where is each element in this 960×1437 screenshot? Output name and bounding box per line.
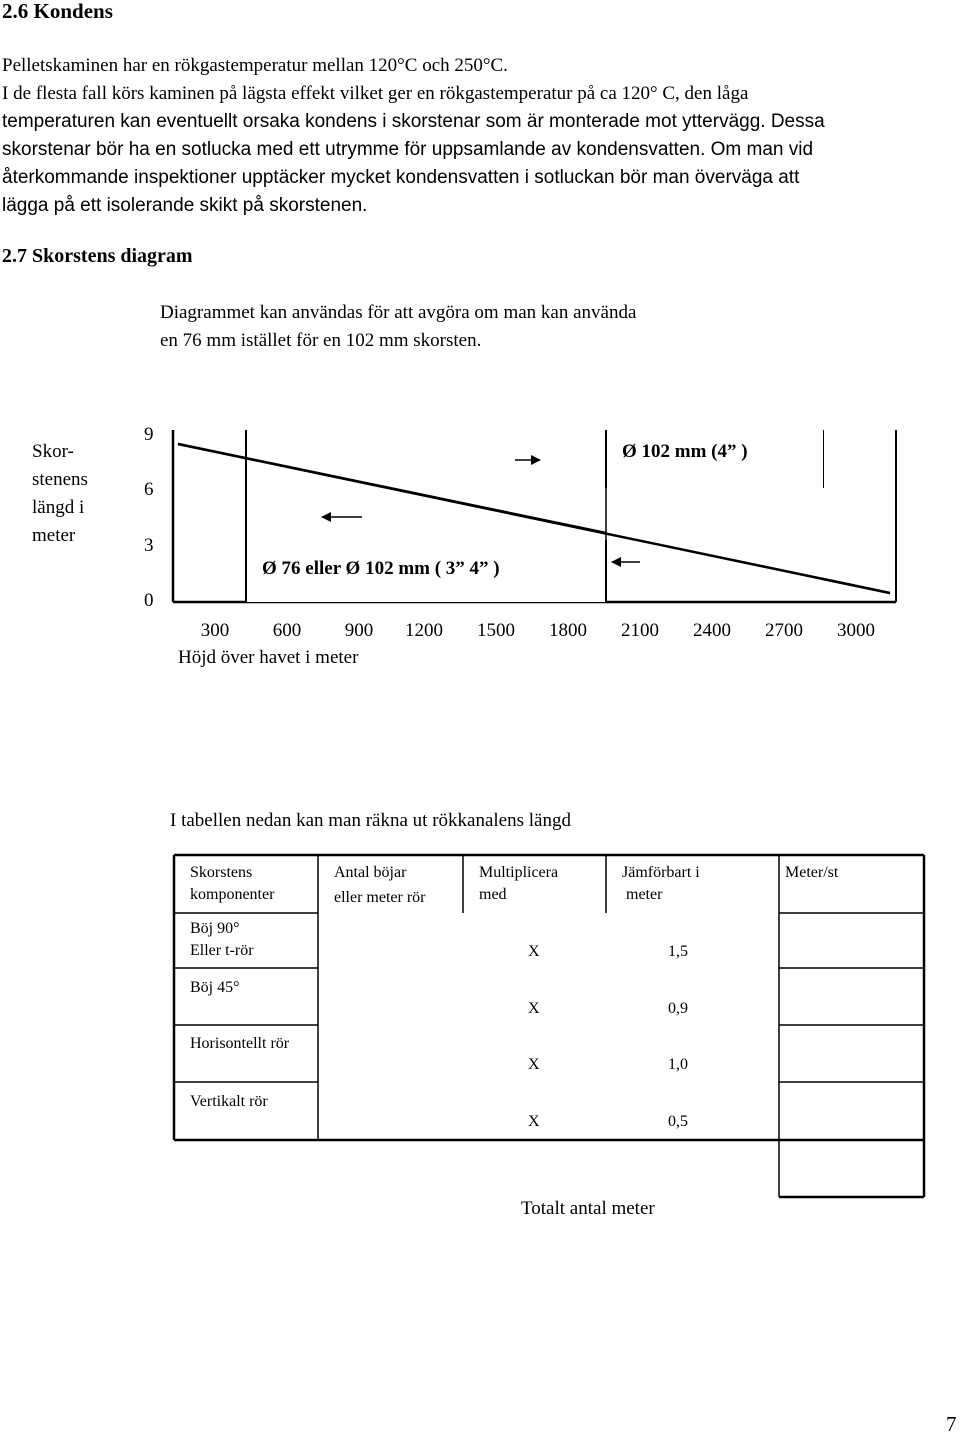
x-tick-label: 300 (200, 620, 230, 641)
header-line: komponenter (190, 886, 275, 903)
y-axis-label-line: meter (32, 525, 76, 546)
x-tick-label: 600 (272, 620, 302, 641)
header-line: med (479, 886, 507, 903)
paragraph-line: lägga på ett isolerande skikt på skorstenen. (2, 195, 368, 216)
row-label-bend-45 (190, 977, 240, 999)
row-label-line: Horisontellt rör (190, 1035, 290, 1052)
label-76mm: Ø 76 eller Ø 102 mm ( 3” 4” ) (262, 558, 500, 579)
multiply-sign: X (528, 1113, 540, 1130)
header-meter-per-piece (785, 862, 838, 884)
x-tick-label: 2700 (765, 620, 803, 641)
factor-value: 0,5 (668, 1113, 688, 1130)
description-line: en 76 mm istället för en 102 mm skorsten. (160, 330, 482, 351)
factor-value: 0,9 (668, 1000, 688, 1017)
header-components (190, 862, 274, 906)
header-line: Skorstens (190, 864, 253, 881)
paragraph-line: I de flesta fall körs kaminen på lägsta effekt vilket ger en rökgastemperatur på ca 120° C, den låga (2, 83, 749, 104)
label-102mm: Ø 102 mm (4” ) (622, 441, 748, 462)
x-tick-label: 3000 (837, 620, 875, 641)
y-axis-label-line: Skor- (32, 441, 74, 462)
x-tick-label: 1200 (405, 620, 443, 641)
header-equivalent (622, 862, 700, 906)
factor-value: 1,5 (668, 943, 688, 960)
row-label-line: Vertikalt rör (190, 1093, 268, 1110)
section-heading-diagram: 2.7 Skorstens diagram (2, 245, 193, 267)
header-line: meter (626, 886, 663, 903)
header-line: Meter/st (785, 864, 839, 881)
x-tick-label: 1500 (477, 620, 515, 641)
paragraph-line: skorstenar bör ha en sotlucka med ett utrymme för uppsamlande av kondensvatten. Om man vid (2, 139, 814, 160)
row-label-bend-90 (190, 918, 254, 962)
x-axis-label: Höjd över havet i meter (178, 647, 359, 668)
header-line: eller meter rör (334, 889, 426, 906)
header-line: Jämförbart i (622, 864, 700, 881)
total-meters-label: Totalt antal meter (521, 1198, 655, 1219)
y-tick-label: 9 (144, 424, 154, 445)
row-label-vertical (190, 1091, 268, 1113)
paragraph-line: temperaturen kan eventuellt orsaka kondens i skorstenar som är monterade mot yttervägg. Dessa (2, 111, 825, 132)
x-tick-label: 2400 (693, 620, 731, 641)
factor-value: 1,0 (668, 1056, 688, 1073)
paragraph-line: Pelletskaminen har en rökgastemperatur mellan 120°C och 250°C. (2, 55, 508, 76)
y-axis-label-line: stenens (32, 469, 88, 490)
header-count (334, 862, 426, 909)
multiply-sign: X (528, 1000, 540, 1017)
row-label-line: Eller t-rör (190, 942, 254, 959)
multiply-sign: X (528, 1056, 540, 1073)
table-intro: I tabellen nedan kan man räkna ut rökkanalens längd (170, 810, 571, 831)
row-label-line: Böj 45° (190, 979, 240, 996)
multiply-sign: X (528, 943, 540, 960)
row-label-line: Böj 90° (190, 920, 240, 937)
x-tick-label: 900 (344, 620, 374, 641)
header-multiply (479, 862, 558, 906)
y-tick-label: 6 (144, 479, 154, 500)
paragraph-line: återkommande inspektioner upptäcker mycket kondensvatten i sotluckan bör man överväga att (2, 167, 800, 188)
section-heading-kondens: 2.6 Kondens (2, 0, 113, 23)
y-tick-label: 3 (144, 535, 154, 556)
y-axis-label-line: längd i (32, 497, 85, 518)
header-line: Antal böjar (334, 864, 407, 881)
header-line: Multiplicera (479, 864, 559, 881)
page-number: 7 (946, 1412, 957, 1436)
y-tick-label: 0 (144, 590, 154, 611)
description-line: Diagrammet kan användas för att avgöra om man kan använda (160, 302, 637, 323)
x-tick-label: 2100 (621, 620, 659, 641)
x-tick-label: 1800 (549, 620, 587, 641)
row-label-horizontal (190, 1033, 289, 1055)
